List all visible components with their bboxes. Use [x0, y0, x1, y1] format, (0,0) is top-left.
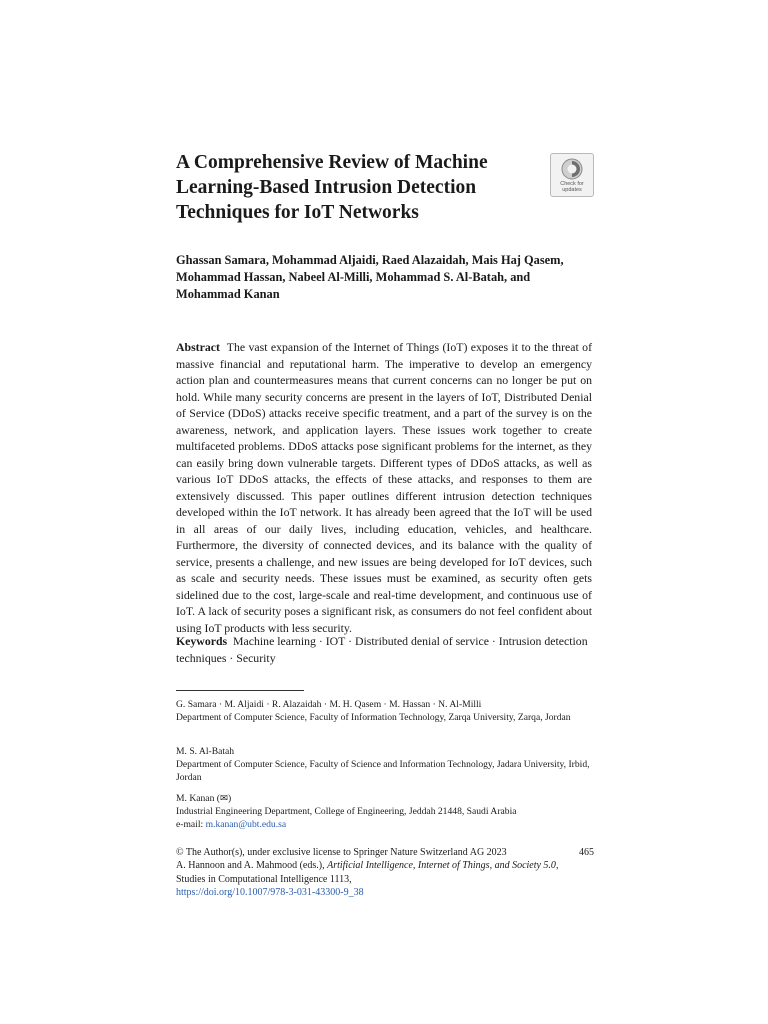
check-for-updates-badge[interactable] [550, 153, 594, 197]
affiliation-3-dept: Industrial Engineering Department, College of Engineering, Jeddah 21448, Saudi Arabia [176, 806, 517, 817]
footnote-divider [176, 690, 304, 691]
affiliation-1 [176, 698, 596, 724]
affiliation-3-email-line [176, 818, 596, 831]
page-number: 465 [579, 847, 594, 858]
series-info: , Studies in Computational Intelligence 1113, [176, 860, 559, 885]
copyright-line: © The Author(s), under exclusive license to Springer Nature Switzerland AG 2023 [176, 847, 507, 858]
email-link[interactable]: m.kanan@ubt.edu.sa [205, 819, 287, 830]
check-for-updates-icon [561, 158, 583, 180]
keywords-text: Machine learning · IOT · Distributed denial of service · Intrusion detection techniques · Security [176, 634, 588, 665]
doi-link[interactable]: https://doi.org/10.1007/978-3-031-43300-9_38 [176, 886, 364, 898]
author-list: Ghassan Samara, Mohammad Aljaidi, Raed Alazaidah, Mais Haj Qasem, Mohammad Hassan, Nabeel Al-Milli, Mohammad S. Al-Batah, and Mohammad Kanan [176, 253, 564, 301]
keywords-label: Keywords [176, 634, 228, 648]
publication-footer [176, 846, 566, 899]
email-label: e-mail: [176, 819, 204, 830]
paper-title: A Comprehensive Review of Machine Learning-Based Intrusion Detection Techniques for IoT Networks [176, 152, 488, 223]
abstract-label: Abstract [176, 340, 220, 354]
affiliation-3 [176, 792, 596, 831]
affiliation-2-dept: Department of Computer Science, Faculty of Science and Information Technology, Jadara University, Irbid, Jordan [176, 759, 590, 783]
badge-label: Check for updates [560, 181, 584, 193]
affiliation-2 [176, 745, 596, 784]
abstract [176, 339, 592, 636]
citation-line [176, 859, 566, 886]
editors: A. Hannoon and A. Mahmood (eds.), [176, 860, 325, 872]
keywords [176, 633, 592, 666]
affiliation-1-dept: Department of Computer Science, Faculty of Information Technology, Zarqa University, Zarqa, Jordan [176, 712, 571, 723]
book-title: Artificial Intelligence, Internet of Things, and Society 5.0 [327, 860, 556, 872]
affiliation-1-names: G. Samara · M. Aljaidi · R. Alazaidah · M. H. Qasem · M. Hassan · N. Al-Milli [176, 699, 482, 710]
affiliation-2-names: M. S. Al-Batah [176, 746, 235, 757]
affiliation-3-names: M. Kanan (✉) [176, 793, 232, 804]
abstract-text: The vast expansion of the Internet of Things (IoT) exposes it to the threat of massive financial and reputational harm. The imperative to develop an emergency action plan and countermeasures means that current concerns can no longer be put on hold. While many security concerns are present in the layers of IoT, Distributed Denial of Service (DDoS) attacks receive specific treatment, and a part of the survey is on the awareness, network, and application layers. These issues work together to create multifaceted problems. DDoS attacks pose significant problems for the internet, as they can easily bring down vulnerable targets. Different types of DDoS attacks, as well as various IoT DDoS attacks, the effects of these attacks, and responses to them are extensively discussed. This paper outlines different intrusion detection techniques developed within the IoT network. It has already been agreed that the IoT will be used in all areas of our daily lives, including education, vehicles, and healthcare. Furthermore, the diversity of connected devices, and its balance with the quality of service, presents a challenge, and new issues are being developed for IoT devices, such as scale and security needs. These issues must be examined, as security often gets sidelined due to the cost, large-scale and real-time development, and continuous use of IoT. A lack of security poses a significant risk, as consumers do not feel confident about using IoT products with less security. [176, 340, 592, 635]
